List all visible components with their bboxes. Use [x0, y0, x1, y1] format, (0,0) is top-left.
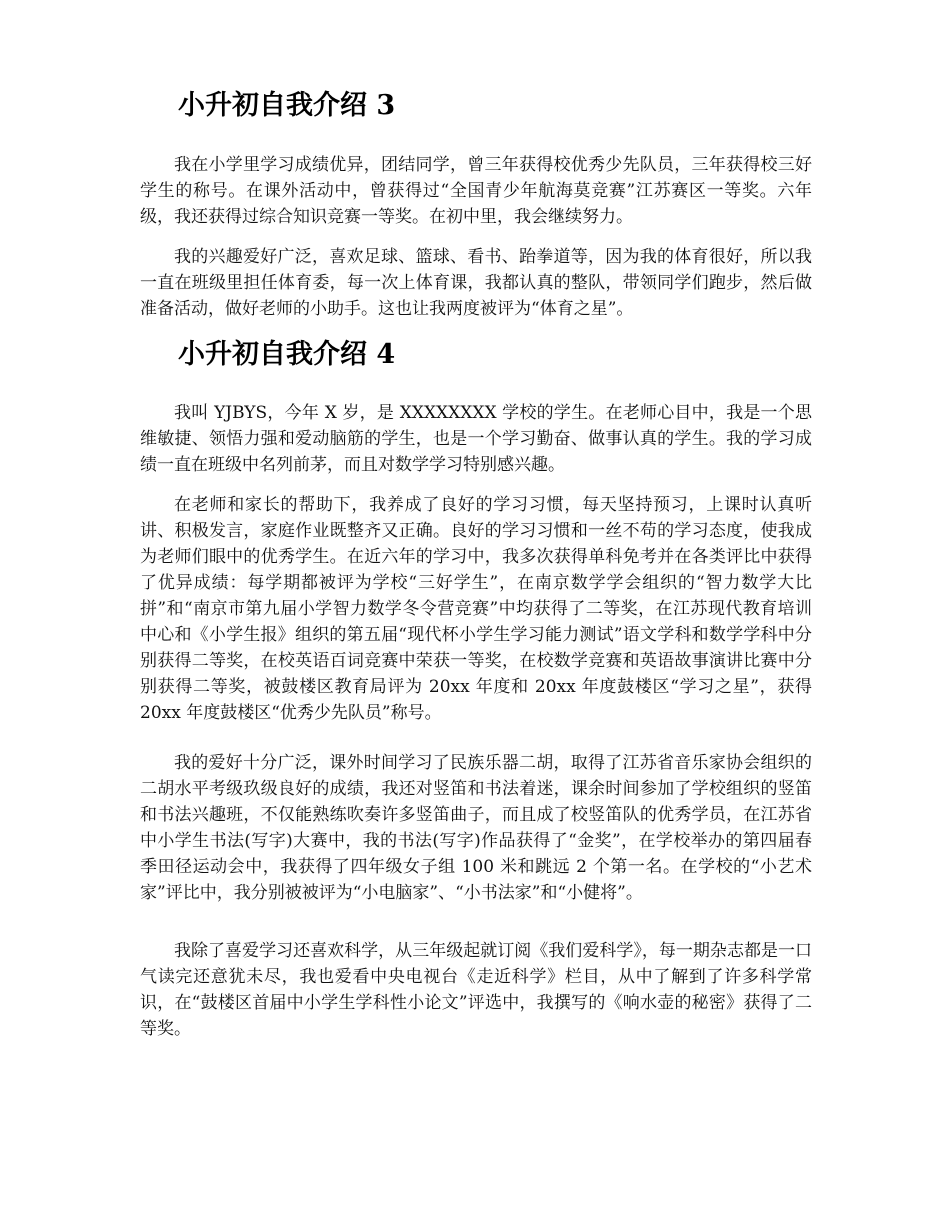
section-title-4: 小升初自我介绍 4 [178, 339, 396, 370]
paragraph-music-calligraphy: 我的爱好十分广泛，课外时间学习了民族乐器二胡，取得了江苏省音乐家协会组织的二胡水平考级玖级良好的成绩，我还对竖笛和书法着迷，课余时间参加了学校组织的竖笛和书法兴趣班，不仅能熟练吹奏许多竖笛曲子，而且成了校竖笛队的优秀学员，在江苏省中小学生书法(写字)大赛中，我的书法(写字)作品获得了“金奖”，在学校举办的第四届春季田径运动会中，我获得了四年级女子组 100 米和跳远 2 个第一名。在学校的“小艺术家”评比中，我分别被被评为“小电脑家”、“小书法家”和“小健将”。 [140, 753, 812, 903]
paragraph-science-interest: 我除了喜爱学习还喜欢科学，从三年级起就订阅《我们爱科学》，每一期杂志都是一口气读完还意犹未尽，我也爱看中央电视台《走近科学》栏目，从中了解到了许多科学常识，在“鼓楼区首届中小学生学科性小论文”评选中，我撰写的《响水壶的秘密》获得了二等奖。 [140, 941, 812, 1039]
paragraph-study-habits-awards: 在老师和家长的帮助下，我养成了良好的学习习惯，每天坚持预习，上课时认真听讲、积极发言，家庭作业既整齐又正确。良好的学习习惯和一丝不苟的学习态度，使我成为老师们眼中的优秀学生。在近六年的学习中，我多次获得单科免考并在各类评比中获得了优异成绩：每学期都被评为学校“三好学生”，在南京数学学会组织的“智力数学大比拼”和“南京市第九届小学智力数学冬令营竞赛”中均获得了二等奖，在江苏现代教育培训中心和《小学生报》组织的第五届“现代杯小学生学习能力测试”语文学科和数学学科中分别获得二等奖，在校英语百词竞赛中荣获一等奖，在校数学竞赛和英语故事演讲比赛中分别获得二等奖，被鼓楼区教育局评为 20xx 年度和 20xx 年度鼓楼区“学习之星”，获得 20xx 年度鼓楼区“优秀少先队员”称号。 [140, 495, 812, 723]
section-title-3: 小升初自我介绍 3 [178, 90, 396, 121]
paragraph-personal-introduction: 我叫 YJBYS，今年 X 岁，是 XXXXXXXX 学校的学生。在老师心目中，我是一个思维敏捷、领悟力强和爱动脑筋的学生，也是一个学习勤奋、做事认真的学生。我的学习成绩一直在班级中名列前茅，而且对数学学习特别感兴趣。 [140, 403, 812, 475]
paragraph-academic-achievements: 我在小学里学习成绩优异，团结同学，曾三年获得校优秀少先队员，三年获得校三好学生的称号。在课外活动中，曾获得过“全国青少年航海莫竞赛”江苏赛区一等奖。六年级，我还获得过综合知识竞赛一等奖。在初中里，我会继续努力。 [140, 155, 812, 227]
paragraph-hobbies-sports: 我的兴趣爱好广泛，喜欢足球、篮球、看书、跆拳道等，因为我的体育很好，所以我一直在班级里担任体育委，每一次上体育课，我都认真的整队，带领同学们跑步，然后做准备活动，做好老师的小助手。这也让我两度被评为“体育之星”。 [140, 247, 812, 319]
